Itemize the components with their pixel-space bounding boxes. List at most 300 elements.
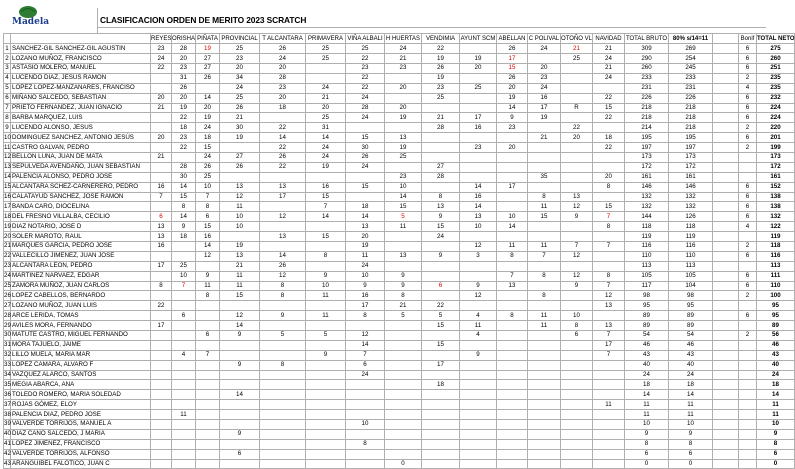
score-cell: 24 — [346, 93, 385, 103]
score-cell: 23 — [385, 172, 422, 182]
score-cell — [172, 380, 196, 390]
score-cell: 19 — [528, 113, 561, 123]
score-cell — [528, 429, 561, 439]
score-cell: 10 — [172, 271, 196, 281]
score-cell — [422, 143, 460, 153]
score-cell: 260 — [625, 63, 669, 73]
score-cell — [306, 420, 346, 430]
table-row — [4, 113, 795, 123]
score-cell — [739, 449, 757, 459]
player-name-cell: LOZANO MUÑOZ, JUAN LUIS — [11, 301, 151, 311]
score-cell — [460, 390, 497, 400]
score-cell — [260, 380, 306, 390]
player-name-cell: MARTINEZ NARVAEZ, EDGAR — [11, 271, 151, 281]
score-cell: 14 — [497, 222, 528, 232]
score-cell: 13 — [385, 251, 422, 261]
score-cell: 95 — [669, 301, 713, 311]
table-row — [4, 380, 795, 390]
score-cell — [739, 380, 757, 390]
rank-cell: 4 — [5, 74, 9, 82]
score-cell — [220, 380, 260, 390]
score-cell — [713, 321, 739, 331]
score-cell: 30 — [220, 123, 260, 133]
score-cell: 21 — [306, 93, 346, 103]
score-cell: 10 — [220, 212, 260, 222]
score-cell: 5 — [306, 331, 346, 341]
score-cell: 19 — [385, 113, 422, 123]
score-cell — [528, 222, 561, 232]
score-cell — [713, 222, 739, 232]
score-cell: 6 — [739, 44, 757, 54]
score-cell — [151, 350, 172, 360]
table-row — [4, 44, 795, 54]
score-cell: 214 — [625, 123, 669, 133]
table-row — [4, 340, 795, 350]
score-cell: 8 — [593, 222, 625, 232]
score-cell: 8 — [196, 291, 220, 301]
score-cell: 7 — [196, 192, 220, 202]
score-cell: 26 — [497, 44, 528, 54]
score-cell: 146 — [669, 182, 713, 192]
score-cell: 5 — [260, 331, 306, 341]
score-cell — [422, 390, 460, 400]
score-cell — [306, 410, 346, 420]
score-cell: 54 — [669, 331, 713, 341]
score-cell — [593, 410, 625, 420]
score-cell — [497, 439, 528, 449]
score-cell: 8 — [561, 321, 593, 331]
score-cell: 20 — [151, 133, 172, 143]
score-cell — [422, 420, 460, 430]
score-cell: 6 — [739, 271, 757, 281]
score-cell: 15 — [220, 291, 260, 301]
score-cell — [151, 331, 172, 341]
score-cell — [422, 182, 460, 192]
score-cell: 113 — [625, 261, 669, 271]
score-cell — [593, 429, 625, 439]
score-cell — [260, 340, 306, 350]
score-cell: 2 — [739, 331, 757, 341]
score-cell — [561, 340, 593, 350]
score-cell — [260, 301, 306, 311]
score-cell — [196, 390, 220, 400]
score-cell: 6 — [422, 281, 460, 291]
rank-cell: 11 — [4, 143, 11, 151]
score-cell: 18 — [593, 133, 625, 143]
score-cell: 12 — [196, 251, 220, 261]
score-cell — [151, 113, 172, 123]
score-cell: 8 — [172, 202, 196, 212]
score-cell: 24 — [260, 54, 306, 64]
score-cell — [528, 360, 561, 370]
player-name-cell: VALVERDE TORRIJOS, MANUEL A — [11, 420, 151, 430]
score-cell: 35 — [528, 172, 561, 182]
score-cell: 254 — [669, 54, 713, 64]
score-cell: 197 — [669, 143, 713, 153]
score-cell — [151, 340, 172, 350]
score-cell — [460, 459, 497, 469]
score-cell: 144 — [625, 212, 669, 222]
score-cell: 14 — [460, 202, 497, 212]
score-cell — [306, 63, 346, 73]
score-cell — [172, 331, 196, 341]
score-cell — [561, 63, 593, 73]
score-cell — [460, 420, 497, 430]
score-cell: 11 — [220, 271, 260, 281]
score-cell: 8 — [422, 192, 460, 202]
score-cell: 12 — [561, 271, 593, 281]
score-cell: 4 — [739, 222, 757, 232]
score-cell — [497, 429, 528, 439]
score-cell — [196, 83, 220, 93]
score-cell — [713, 331, 739, 341]
score-cell: 24 — [346, 370, 385, 380]
score-cell — [172, 321, 196, 331]
score-cell: 7 — [561, 242, 593, 252]
score-cell — [260, 429, 306, 439]
score-cell — [172, 400, 196, 410]
score-cell: 161 — [625, 172, 669, 182]
score-cell: 118 — [625, 222, 669, 232]
score-cell: 11 — [757, 400, 795, 410]
score-cell: 132 — [625, 192, 669, 202]
score-cell: 56 — [757, 331, 795, 341]
table-row — [4, 133, 795, 143]
table-row — [4, 54, 795, 64]
score-cell: 6 — [739, 182, 757, 192]
score-cell: 13 — [593, 321, 625, 331]
score-cell: 126 — [669, 212, 713, 222]
score-cell: 15 — [306, 192, 346, 202]
score-cell: 21 — [593, 63, 625, 73]
score-cell — [260, 390, 306, 400]
score-cell: 20 — [497, 143, 528, 153]
score-cell — [306, 222, 346, 232]
player-name-cell: ARCE LERIDA, TOMAS — [11, 311, 151, 321]
score-cell — [497, 202, 528, 212]
score-cell — [151, 311, 172, 321]
score-cell — [422, 350, 460, 360]
score-cell — [528, 380, 561, 390]
score-cell — [172, 370, 196, 380]
score-cell — [151, 202, 172, 212]
score-cell: 22 — [260, 143, 306, 153]
player-name-cell: BARBA MARQUEZ, LUIS — [11, 113, 151, 123]
score-cell — [196, 439, 220, 449]
score-cell — [713, 143, 739, 153]
score-cell — [306, 439, 346, 449]
score-cell — [528, 449, 561, 459]
player-name-cell: ZAMORA MUÑOZ, JUAN CARLOS — [11, 281, 151, 291]
rank-cell: 26 — [4, 291, 11, 299]
score-cell — [422, 261, 460, 271]
score-cell — [497, 390, 528, 400]
score-cell — [593, 390, 625, 400]
score-cell — [497, 261, 528, 271]
score-cell: 14 — [196, 93, 220, 103]
score-cell: 9 — [306, 271, 346, 281]
column-header — [4, 34, 11, 44]
score-cell — [713, 83, 739, 93]
score-cell — [497, 350, 528, 360]
score-cell: 11 — [593, 400, 625, 410]
score-cell: 14 — [260, 133, 306, 143]
score-cell — [713, 44, 739, 54]
score-cell: 231 — [625, 83, 669, 93]
score-cell — [593, 360, 625, 370]
score-cell — [260, 459, 306, 469]
score-cell: 5 — [385, 311, 422, 321]
score-cell: 89 — [669, 321, 713, 331]
score-cell: 25 — [172, 261, 196, 271]
score-cell: 25 — [306, 113, 346, 123]
score-cell: 116 — [757, 251, 795, 261]
score-cell — [346, 410, 385, 420]
score-cell: 7 — [593, 281, 625, 291]
score-cell — [220, 439, 260, 449]
score-cell: 13 — [260, 232, 306, 242]
score-cell — [172, 420, 196, 430]
score-cell: 40 — [757, 360, 795, 370]
score-cell: 24 — [220, 83, 260, 93]
score-cell — [151, 420, 172, 430]
score-cell: 89 — [625, 321, 669, 331]
score-cell: 27 — [422, 162, 460, 172]
score-cell — [385, 390, 422, 400]
score-cell — [196, 311, 220, 321]
column-header: VIÑA ALBALI — [346, 34, 385, 44]
score-cell: 14 — [220, 321, 260, 331]
score-cell: 95 — [625, 301, 669, 311]
score-cell: 105 — [625, 271, 669, 281]
score-cell — [385, 429, 422, 439]
score-cell: 21 — [528, 133, 561, 143]
score-cell — [713, 390, 739, 400]
score-cell — [528, 439, 561, 449]
score-cell — [497, 321, 528, 331]
score-cell: 11 — [757, 410, 795, 420]
column-header: T ALCANTARA — [260, 34, 306, 44]
score-cell: 10 — [306, 281, 346, 291]
score-cell: 20 — [260, 93, 306, 103]
score-cell: 17 — [260, 192, 306, 202]
score-cell: 19 — [497, 93, 528, 103]
score-cell: 34 — [220, 73, 260, 83]
player-name-cell: LOPEZ JIMENEZ, FRANCISCO — [11, 439, 151, 449]
score-cell: 15 — [497, 63, 528, 73]
score-cell — [260, 370, 306, 380]
table-row — [4, 321, 795, 331]
rank-cell: 15 — [4, 183, 11, 191]
score-cell: 22 — [260, 162, 306, 172]
score-cell — [422, 331, 460, 341]
score-cell: 9 — [561, 212, 593, 222]
score-cell: 25 — [220, 93, 260, 103]
score-cell: 235 — [757, 83, 795, 93]
score-cell: 138 — [757, 202, 795, 212]
score-cell — [561, 162, 593, 172]
score-cell — [220, 459, 260, 469]
score-cell: 7 — [497, 271, 528, 281]
score-cell: 25 — [346, 44, 385, 54]
score-cell: 9 — [497, 113, 528, 123]
score-cell: 9 — [196, 271, 220, 281]
score-cell — [422, 103, 460, 113]
score-cell — [172, 390, 196, 400]
score-cell: R — [561, 103, 593, 113]
score-cell — [497, 380, 528, 390]
column-header — [713, 34, 739, 44]
score-cell — [306, 261, 346, 271]
score-cell: 98 — [669, 291, 713, 301]
score-cell: 13 — [497, 281, 528, 291]
score-cell: 11 — [669, 410, 713, 420]
column-header: C POLIVAL — [528, 34, 561, 44]
score-cell — [172, 242, 196, 252]
score-cell: 8 — [593, 271, 625, 281]
score-cell: 24 — [196, 123, 220, 133]
score-cell — [260, 400, 306, 410]
score-cell — [151, 143, 172, 153]
score-cell — [422, 271, 460, 281]
score-cell: 22 — [561, 123, 593, 133]
table-row — [4, 301, 795, 311]
player-name-cell: SANCHEZ-GIL SANCHEZ-GIL AGUSTIN — [11, 44, 151, 54]
score-cell: 95 — [757, 311, 795, 321]
score-cell: 16 — [346, 291, 385, 301]
score-cell: 28 — [346, 103, 385, 113]
score-cell: 22 — [422, 301, 460, 311]
score-cell — [593, 311, 625, 321]
rank-cell: 19 — [4, 222, 11, 230]
column-header: OTOÑO VL — [561, 34, 593, 44]
score-cell: 31 — [172, 73, 196, 83]
score-cell: 26 — [220, 103, 260, 113]
score-cell: 20 — [593, 172, 625, 182]
score-cell — [713, 152, 739, 162]
score-cell: 4 — [172, 350, 196, 360]
score-cell: 25 — [460, 83, 497, 93]
player-name-cell: LUCENDO DIAZ, JESUS RAMON — [11, 73, 151, 83]
score-cell — [528, 459, 561, 469]
score-cell: 46 — [757, 340, 795, 350]
score-cell: 110 — [625, 251, 669, 261]
score-cell: 233 — [669, 73, 713, 83]
score-cell — [151, 291, 172, 301]
score-cell: 9 — [306, 350, 346, 360]
score-cell — [561, 380, 593, 390]
score-cell — [196, 429, 220, 439]
score-cell — [528, 152, 561, 162]
score-cell: 113 — [757, 261, 795, 271]
score-cell: 132 — [757, 212, 795, 222]
score-cell — [196, 410, 220, 420]
score-cell: 20 — [528, 63, 561, 73]
score-cell: 26 — [260, 261, 306, 271]
score-cell: 20 — [172, 93, 196, 103]
score-cell — [151, 439, 172, 449]
score-cell: 26 — [346, 152, 385, 162]
score-cell — [561, 360, 593, 370]
score-cell: 10 — [346, 420, 385, 430]
score-cell — [260, 350, 306, 360]
score-cell: 98 — [625, 291, 669, 301]
column-header: PRIMAVERA — [306, 34, 346, 44]
score-cell — [561, 370, 593, 380]
score-cell: 14 — [172, 182, 196, 192]
score-cell: 13 — [561, 192, 593, 202]
score-cell — [713, 370, 739, 380]
column-header: PROVINCIAL — [220, 34, 260, 44]
player-name-cell: LUCENDO ALONSO, JESUS — [11, 123, 151, 133]
score-cell: 20 — [460, 63, 497, 73]
score-cell: 232 — [757, 93, 795, 103]
score-cell: 17 — [422, 360, 460, 370]
score-cell — [713, 340, 739, 350]
score-cell — [196, 449, 220, 459]
score-cell: 28 — [172, 44, 196, 54]
score-cell — [422, 459, 460, 469]
score-cell: 30 — [172, 172, 196, 182]
header-row — [4, 34, 795, 44]
score-cell — [713, 439, 739, 449]
player-name-cell: MATUTE CASTRO, MIGUEL FERNANDO — [11, 331, 151, 341]
score-cell: 105 — [669, 271, 713, 281]
score-cell: 25 — [385, 152, 422, 162]
score-cell: 17 — [528, 103, 561, 113]
score-cell: 43 — [625, 350, 669, 360]
score-cell: 17 — [151, 321, 172, 331]
score-cell: 7 — [151, 192, 172, 202]
score-cell — [385, 410, 422, 420]
table-row — [4, 410, 795, 420]
score-cell — [713, 449, 739, 459]
score-cell — [593, 439, 625, 449]
score-cell: 11 — [669, 400, 713, 410]
score-cell — [460, 400, 497, 410]
score-cell: 14 — [346, 340, 385, 350]
score-cell: 15 — [196, 143, 220, 153]
column-header: TOTAL BRUTO — [625, 34, 669, 44]
score-cell: 27 — [196, 54, 220, 64]
score-cell: 24 — [528, 44, 561, 54]
score-cell: 8 — [497, 311, 528, 321]
score-cell — [561, 429, 593, 439]
score-cell: 19 — [196, 113, 220, 123]
score-cell: 21 — [151, 152, 172, 162]
score-cell: 11 — [220, 202, 260, 212]
score-cell: 7 — [196, 350, 220, 360]
score-cell: 11 — [306, 291, 346, 301]
score-cell — [739, 152, 757, 162]
score-cell: 19 — [220, 242, 260, 252]
score-cell: 9 — [260, 311, 306, 321]
score-cell — [306, 73, 346, 83]
score-cell: 16 — [528, 93, 561, 103]
score-cell: 22 — [346, 73, 385, 83]
rank-cell: 18 — [4, 212, 11, 220]
score-cell — [528, 410, 561, 420]
rank-cell: 1 — [5, 44, 9, 52]
score-cell: 20 — [306, 103, 346, 113]
score-cell: 54 — [625, 331, 669, 341]
score-cell: 16 — [460, 192, 497, 202]
score-cell: 111 — [757, 271, 795, 281]
score-cell: 21 — [151, 103, 172, 113]
score-cell — [713, 261, 739, 271]
score-cell — [713, 54, 739, 64]
score-cell: 10 — [385, 182, 422, 192]
